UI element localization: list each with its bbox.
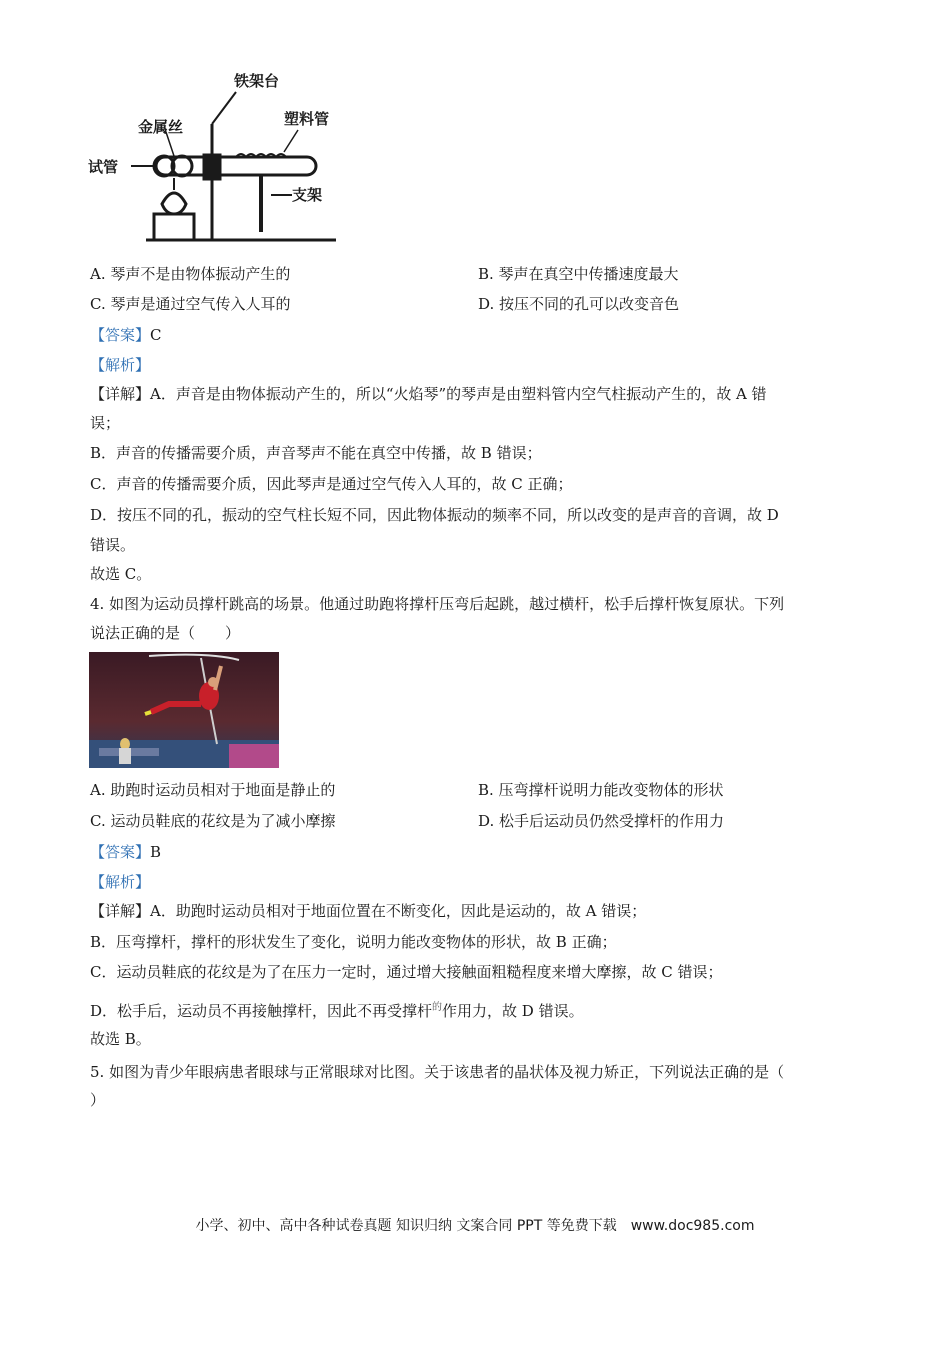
q3-detail-b: B．声音的传播需要介质，声音琴声不能在真空中传播，故 B 错误；	[90, 444, 542, 462]
stand-arm	[212, 92, 236, 124]
q3-detail-d2: 错误。	[90, 536, 136, 554]
answer-tag: 【答案】	[90, 843, 151, 861]
detail-text: A．助跑时运动员相对于地面位置在不断变化，因此是运动的，故 A 错误；	[150, 902, 647, 920]
label-test-tube: 试管	[88, 158, 119, 176]
q4-option-c: C. 运动员鞋底的花纹是为了减小摩擦	[90, 812, 336, 830]
q4-detail-c: C．运动员鞋底的花纹是为了在压力一定时，通过增大接触面粗糙程度来增大摩擦，故 C 错误；	[90, 963, 723, 981]
answer-value: B	[150, 843, 162, 861]
q4-detail-b: B．压弯撑杆，撑杆的形状发生了变化，说明力能改变物体的形状，故 B 正确；	[90, 933, 617, 951]
q4-detail-a	[90, 901, 870, 921]
q3-detail-d1: D．按压不同的孔，振动的空气柱长短不同，因此物体振动的频率不同，所以改变的是声音的音调，故 D	[90, 506, 779, 524]
q3-detail-c: C．声音的传播需要介质，因此琴声是通过空气传入人耳的，故 C 正确；	[90, 475, 573, 493]
detail-text: D．松手后，运动员不再接触撑杆，因此不再受撑杆	[90, 1002, 433, 1020]
label-stand: 铁架台	[234, 72, 280, 90]
pole-vault-photo	[89, 652, 279, 768]
lamp-base	[154, 214, 194, 240]
q4-stem-line2: 说法正确的是（ ）	[90, 624, 241, 642]
q4-detail-d	[90, 998, 870, 1021]
label-wire: 金属丝	[138, 118, 184, 136]
q3-detail-a1	[90, 384, 870, 404]
detail-tag: 【详解】	[90, 902, 151, 920]
q4-answer	[90, 842, 870, 862]
flame-lamp	[162, 193, 186, 214]
q4-analysis-tag: 【解析】	[90, 873, 151, 891]
q4-option-d: D. 松手后运动员仍然受撑杆的作用力	[478, 812, 725, 830]
detail-text-end: 作用力，故 D 错误。	[442, 1002, 584, 1020]
q5-stem-line1: 5. 如图为青少年眼病患者眼球与正常眼球对比图。关于该患者的晶状体及视力矫正，下列说法正确的是（	[90, 1063, 785, 1081]
flame-harp-diagram	[86, 62, 356, 248]
q3-option-b: B. 琴声在真空中传播速度最大	[478, 265, 679, 283]
page-footer: 小学、初中、高中各种试卷真题 知识归纳 文案合同 PPT 等免费下载 www.doc985.com	[195, 1218, 755, 1234]
q3-option-a: A. 琴声不是由物体振动产生的	[90, 265, 291, 283]
detail-tag: 【详解】	[90, 385, 151, 403]
q4-option-a: A. 助跑时运动员相对于地面是静止的	[90, 781, 336, 799]
answer-tag: 【答案】	[90, 326, 151, 344]
plastic-tube-shape	[156, 157, 316, 175]
clamp	[204, 155, 220, 179]
q3-answer	[90, 325, 870, 345]
q4-stem-line1: 4. 如图为运动员撑杆跳高的场景。他通过助跑将撑杆压弯后起跳，越过横杆，松手后撑杆恢复原状。下列	[90, 595, 785, 613]
q3-option-c: C. 琴声是通过空气传入人耳的	[90, 295, 291, 313]
q3-choose: 故选 C。	[90, 565, 152, 583]
answer-value: C	[150, 326, 162, 344]
label-tube: 塑料管	[284, 110, 330, 128]
q4-option-b: B. 压弯撑杆说明力能改变物体的形状	[478, 781, 724, 799]
q4-choose: 故选 B。	[90, 1030, 151, 1048]
label-support: 支架	[292, 186, 323, 204]
q3-detail-a2: 误；	[90, 414, 121, 432]
q3-option-d: D. 按压不同的孔可以改变音色	[478, 295, 680, 313]
q5-stem-line2: ）	[90, 1091, 106, 1109]
detail-char: 的	[432, 1002, 443, 1013]
q3-analysis-tag: 【解析】	[90, 356, 151, 374]
detail-text: A．声音是由物体振动产生的，所以“火焰琴”的琴声是由塑料管内空气柱振动产生的，故 A 错	[150, 385, 767, 403]
